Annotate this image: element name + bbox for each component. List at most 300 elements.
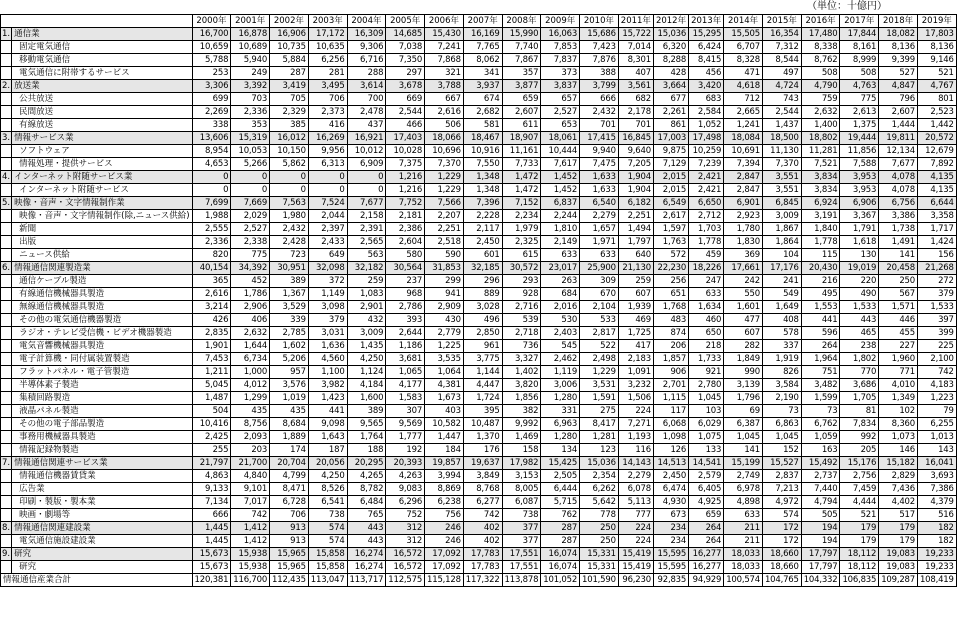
value-cell: 889 xyxy=(463,288,502,301)
value-cell: 7,205 xyxy=(618,158,653,171)
value-cell: 826 xyxy=(762,366,801,379)
value-cell: 8,417 xyxy=(580,418,619,431)
value-cell: 15,990 xyxy=(502,28,541,41)
value-cell: 1,904 xyxy=(618,171,653,184)
value-cell: 264 xyxy=(689,522,724,535)
value-cell: 21,268 xyxy=(917,262,956,275)
value-cell: 3,009 xyxy=(762,210,801,223)
value-cell: 11,130 xyxy=(762,145,801,158)
value-cell: 15,199 xyxy=(724,457,763,470)
value-cell: 4,381 xyxy=(425,379,464,392)
value-cell: 225 xyxy=(917,340,956,353)
value-cell: 1,533 xyxy=(840,301,879,314)
value-cell: 7,459 xyxy=(840,483,879,496)
value-cell: 3,306 xyxy=(192,80,231,93)
value-cell: 1,091 xyxy=(618,366,653,379)
value-cell: 259 xyxy=(618,275,653,288)
value-cell: 22,230 xyxy=(653,262,688,275)
value-cell: 10,012 xyxy=(347,145,386,158)
value-cell: 3,367 xyxy=(840,210,879,223)
value-cell: 1,964 xyxy=(801,353,840,366)
value-cell: 1,402 xyxy=(502,366,541,379)
value-cell: 0 xyxy=(231,184,270,197)
value-cell: 237 xyxy=(386,275,425,288)
value-cell: 670 xyxy=(580,288,619,301)
value-cell: 596 xyxy=(801,327,840,340)
value-cell: 778 xyxy=(580,509,619,522)
value-cell: 7,152 xyxy=(502,197,541,210)
value-cell: 441 xyxy=(801,314,840,327)
value-cell: 14,513 xyxy=(653,457,688,470)
value-cell: 16,012 xyxy=(270,132,309,145)
row-label: その他の電気通信機器製造 xyxy=(12,314,192,327)
value-cell: 104,765 xyxy=(762,574,801,587)
value-cell: 1,367 xyxy=(270,288,309,301)
value-cell: 15,419 xyxy=(618,548,653,561)
table-row xyxy=(1,366,957,379)
value-cell: 2,527 xyxy=(231,223,270,236)
value-cell: 15,295 xyxy=(689,28,724,41)
value-cell: 2,505 xyxy=(541,470,580,483)
value-cell: 6,728 xyxy=(270,496,309,509)
value-cell: 8,161 xyxy=(840,41,879,54)
value-cell: 567 xyxy=(879,288,918,301)
category-row xyxy=(1,457,957,470)
value-cell: 459 xyxy=(689,249,724,262)
value-cell: 227 xyxy=(879,340,918,353)
value-cell: 179 xyxy=(879,522,918,535)
value-cell: 287 xyxy=(541,535,580,548)
value-cell: 3,561 xyxy=(618,80,653,93)
value-cell: 6,068 xyxy=(653,418,688,431)
value-cell: 6,541 xyxy=(308,496,347,509)
value-cell: 194 xyxy=(801,522,840,535)
value-cell: 677 xyxy=(653,93,688,106)
value-cell: 4,618 xyxy=(724,80,763,93)
value-cell: 188 xyxy=(347,444,386,457)
value-cell: 15,036 xyxy=(653,28,688,41)
value-cell: 15,938 xyxy=(231,561,270,574)
value-cell: 3,529 xyxy=(270,301,309,314)
row-index xyxy=(1,483,12,496)
value-cell: 1,019 xyxy=(270,392,309,405)
value-cell: 3,232 xyxy=(618,379,653,392)
value-cell: 4,763 xyxy=(840,80,879,93)
value-cell: 16,277 xyxy=(689,561,724,574)
value-cell: 15,686 xyxy=(580,28,619,41)
row-label: フラットパネル・電子管製造 xyxy=(12,366,192,379)
value-cell: 385 xyxy=(270,119,309,132)
value-cell: 1,571 xyxy=(879,301,918,314)
value-cell: 10,053 xyxy=(231,145,270,158)
value-cell: 466 xyxy=(386,119,425,132)
value-cell: 16,074 xyxy=(541,548,580,561)
row-label: 集積回路製造 xyxy=(12,392,192,405)
value-cell: 601 xyxy=(463,249,502,262)
value-cell: 10,444 xyxy=(541,145,580,158)
value-cell: 17,403 xyxy=(386,132,425,145)
value-cell: 1,412 xyxy=(231,522,270,535)
table-row xyxy=(1,301,957,314)
value-cell: 1,583 xyxy=(386,392,425,405)
value-cell: 1,657 xyxy=(580,223,619,236)
value-cell: 1,649 xyxy=(762,301,801,314)
header-row xyxy=(1,15,957,28)
value-cell: 0 xyxy=(231,171,270,184)
value-cell: 3,576 xyxy=(270,379,309,392)
value-cell: 452 xyxy=(231,275,270,288)
row-label: 情報通信関連建設業 xyxy=(12,522,192,535)
value-cell: 6,650 xyxy=(689,197,724,210)
value-cell: 40,154 xyxy=(192,262,231,275)
value-cell: 521 xyxy=(917,67,956,80)
value-cell: 73 xyxy=(762,405,801,418)
value-cell: 508 xyxy=(840,67,879,80)
value-cell: 31,853 xyxy=(425,262,464,275)
value-cell: 6,978 xyxy=(724,483,763,496)
value-cell: 7,370 xyxy=(762,158,801,171)
value-cell: 15,673 xyxy=(192,561,231,574)
value-cell: 455 xyxy=(879,327,918,340)
value-cell: 7,617 xyxy=(541,158,580,171)
value-cell: 2,616 xyxy=(425,106,464,119)
value-cell: 4,444 xyxy=(840,496,879,509)
value-cell: 615 xyxy=(502,249,541,262)
value-cell: 1,280 xyxy=(541,431,580,444)
value-cell: 1,777 xyxy=(386,431,425,444)
value-cell: 187 xyxy=(308,444,347,457)
value-cell: 16,074 xyxy=(541,561,580,574)
row-index xyxy=(1,379,12,392)
value-cell: 1,901 xyxy=(192,340,231,353)
value-cell: 116 xyxy=(618,444,653,457)
value-cell: 12,134 xyxy=(879,145,918,158)
value-cell: 6,762 xyxy=(801,418,840,431)
value-cell: 4,925 xyxy=(689,496,724,509)
value-cell: 1,045 xyxy=(724,431,763,444)
value-cell: 281 xyxy=(308,67,347,80)
value-cell: 7,423 xyxy=(580,41,619,54)
value-cell: 3,551 xyxy=(762,184,801,197)
value-cell: 6,424 xyxy=(689,41,724,54)
value-cell: 607 xyxy=(724,327,763,340)
value-cell: 402 xyxy=(463,522,502,535)
value-cell: 1,768 xyxy=(653,301,688,314)
value-cell: 10,689 xyxy=(231,41,270,54)
value-cell: 673 xyxy=(653,509,688,522)
value-cell: 1,506 xyxy=(618,392,653,405)
value-cell: 703 xyxy=(231,93,270,106)
value-cell: 2,847 xyxy=(724,171,763,184)
value-cell: 8,782 xyxy=(347,483,386,496)
value-cell: 8,954 xyxy=(192,145,231,158)
value-cell: 15,965 xyxy=(270,548,309,561)
value-cell: 7,370 xyxy=(425,158,464,171)
value-cell: 6,387 xyxy=(724,418,763,431)
value-cell: 2,425 xyxy=(192,431,231,444)
value-cell: 293 xyxy=(502,275,541,288)
value-cell: 112,575 xyxy=(386,574,425,587)
value-cell: 1,867 xyxy=(762,223,801,236)
unit-label: （単位：十億円） xyxy=(807,1,887,12)
value-cell: 7,563 xyxy=(270,197,309,210)
value-cell: 15,505 xyxy=(724,28,763,41)
value-cell: 1,980 xyxy=(270,210,309,223)
value-cell: 4,790 xyxy=(801,80,840,93)
value-cell: 3,681 xyxy=(386,353,425,366)
value-cell: 6,644 xyxy=(917,197,956,210)
value-cell: 1,445 xyxy=(192,535,231,548)
value-cell: 403 xyxy=(425,405,464,418)
value-cell: 18,907 xyxy=(502,132,541,145)
value-cell: 1,797 xyxy=(618,236,653,249)
value-cell: 120,381 xyxy=(192,574,231,587)
value-cell: 426 xyxy=(192,314,231,327)
value-cell: 3,678 xyxy=(386,80,425,93)
value-cell: 18,226 xyxy=(689,262,724,275)
value-cell: 379 xyxy=(308,314,347,327)
value-cell: 179 xyxy=(879,535,918,548)
row-index xyxy=(1,535,12,548)
value-cell: 682 xyxy=(618,93,653,106)
value-cell: 6,901 xyxy=(724,197,763,210)
value-cell: 3,820 xyxy=(502,379,541,392)
value-cell: 9,956 xyxy=(308,145,347,158)
value-cell: 2,632 xyxy=(801,106,840,119)
value-cell: 3,392 xyxy=(231,80,270,93)
row-label: 放送業 xyxy=(12,80,192,93)
value-cell: 1,349 xyxy=(879,392,918,405)
value-cell: 30,572 xyxy=(502,262,541,275)
value-cell: 15,858 xyxy=(308,561,347,574)
value-cell: 253 xyxy=(192,67,231,80)
value-cell: 15,331 xyxy=(580,561,619,574)
value-cell: 372 xyxy=(308,275,347,288)
value-cell: 2,786 xyxy=(386,301,425,314)
value-cell: 1,472 xyxy=(502,171,541,184)
value-cell: 104 xyxy=(762,249,801,262)
value-cell: 4,863 xyxy=(192,470,231,483)
category-row xyxy=(1,262,957,275)
value-cell: 742 xyxy=(917,366,956,379)
value-cell: 7,566 xyxy=(425,197,464,210)
value-cell: 2,909 xyxy=(425,301,464,314)
value-cell: 7,017 xyxy=(231,496,270,509)
value-cell: 2,432 xyxy=(270,223,309,236)
value-cell: 1,960 xyxy=(879,353,918,366)
value-cell: 20,056 xyxy=(308,457,347,470)
value-cell: 1,225 xyxy=(425,340,464,353)
value-cell: 15,331 xyxy=(580,548,619,561)
value-cell: 250 xyxy=(580,535,619,548)
value-cell: 666 xyxy=(192,509,231,522)
value-cell: 572 xyxy=(653,249,688,262)
value-cell: 9,569 xyxy=(386,418,425,431)
value-cell: 2,462 xyxy=(541,353,580,366)
value-cell: 32,182 xyxy=(347,262,386,275)
value-cell: 1,673 xyxy=(425,392,464,405)
value-cell: 79 xyxy=(917,405,956,418)
year-header: 2005年 xyxy=(386,15,425,28)
value-cell: 377 xyxy=(502,522,541,535)
value-cell: 861 xyxy=(653,119,688,132)
value-cell: 19,083 xyxy=(879,561,918,574)
value-cell: 113,878 xyxy=(502,574,541,587)
row-label: 電子計算機・同付属装置製造 xyxy=(12,353,192,366)
value-cell: 406 xyxy=(231,314,270,327)
value-cell: 104,332 xyxy=(801,574,840,587)
value-cell: 1,223 xyxy=(917,392,956,405)
value-cell: 1,064 xyxy=(425,366,464,379)
value-cell: 6,087 xyxy=(502,496,541,509)
value-cell: 1,452 xyxy=(541,184,580,197)
value-cell: 7,677 xyxy=(879,158,918,171)
value-cell: 7,239 xyxy=(689,158,724,171)
value-cell: 1,864 xyxy=(762,236,801,249)
value-cell: 2,325 xyxy=(502,236,541,249)
value-cell: 158 xyxy=(502,444,541,457)
value-cell: 1,412 xyxy=(231,535,270,548)
row-index xyxy=(1,470,12,483)
value-cell: 7,677 xyxy=(347,197,386,210)
value-cell: 6,734 xyxy=(231,353,270,366)
value-cell: 6,540 xyxy=(580,197,619,210)
value-cell: 16,354 xyxy=(762,28,801,41)
value-cell: 1,469 xyxy=(502,431,541,444)
value-cell: 17,003 xyxy=(653,132,688,145)
row-label: ニュース供給 xyxy=(12,249,192,262)
value-cell: 2,712 xyxy=(689,210,724,223)
value-cell: 3,009 xyxy=(347,327,386,340)
value-cell: 3,214 xyxy=(192,301,231,314)
value-cell: 667 xyxy=(425,93,464,106)
value-cell: 1,193 xyxy=(618,431,653,444)
value-cell: 7,350 xyxy=(386,54,425,67)
value-cell: 19,083 xyxy=(879,548,918,561)
value-cell: 141 xyxy=(879,249,918,262)
value-cell: 9,101 xyxy=(231,483,270,496)
row-label: 有線放送 xyxy=(12,119,192,132)
value-cell: 18,061 xyxy=(541,132,580,145)
value-cell: 1,229 xyxy=(580,366,619,379)
table-row xyxy=(1,470,957,483)
value-cell: 7,740 xyxy=(502,41,541,54)
value-cell: 17,551 xyxy=(502,548,541,561)
value-cell: 1,856 xyxy=(502,392,541,405)
value-cell: 1,849 xyxy=(724,353,763,366)
value-cell: 1,348 xyxy=(463,171,502,184)
row-index xyxy=(1,93,12,106)
row-label: 映像・音声・文字情報制作(除,ニュース供給) xyxy=(12,210,192,223)
value-cell: 2,923 xyxy=(724,210,763,223)
value-cell: 2,613 xyxy=(840,106,879,119)
value-cell: 10,582 xyxy=(425,418,464,431)
value-cell: 649 xyxy=(308,249,347,262)
value-cell: 32,098 xyxy=(308,262,347,275)
value-cell: 4,724 xyxy=(762,80,801,93)
value-cell: 10,487 xyxy=(463,418,502,431)
row-index: 5. xyxy=(2,198,11,208)
value-cell: 6,484 xyxy=(347,496,386,509)
value-cell: 7,765 xyxy=(463,41,502,54)
value-cell: 176 xyxy=(463,444,502,457)
value-cell: 611 xyxy=(502,119,541,132)
value-cell: 15,595 xyxy=(653,561,688,574)
row-index xyxy=(1,184,12,197)
data-table xyxy=(0,14,957,587)
value-cell: 1,786 xyxy=(231,288,270,301)
value-cell: 574 xyxy=(308,535,347,548)
value-cell: 3,775 xyxy=(463,353,502,366)
value-cell: 1,939 xyxy=(618,301,653,314)
value-cell: 2,386 xyxy=(386,223,425,236)
value-cell: 382 xyxy=(502,405,541,418)
value-cell: 141 xyxy=(724,444,763,457)
value-cell: 17,415 xyxy=(580,132,619,145)
value-cell: 1,840 xyxy=(801,223,840,236)
row-index: 6. xyxy=(2,263,11,273)
value-cell: 15,527 xyxy=(762,457,801,470)
value-cell: 17,092 xyxy=(425,561,464,574)
value-cell: 2,421 xyxy=(689,184,724,197)
value-cell: 435 xyxy=(231,405,270,418)
value-cell: 1,370 xyxy=(463,431,502,444)
value-cell: 701 xyxy=(580,119,619,132)
value-cell: 775 xyxy=(840,93,879,106)
value-cell: 3,953 xyxy=(840,171,879,184)
value-cell: 5,940 xyxy=(231,54,270,67)
value-cell: 1,216 xyxy=(386,184,425,197)
value-cell: 2,555 xyxy=(192,223,231,236)
value-cell: 1,100 xyxy=(308,366,347,379)
value-cell: 2,234 xyxy=(502,210,541,223)
value-cell: 8,062 xyxy=(463,54,502,67)
row-index: 3. xyxy=(2,133,11,143)
value-cell: 113,717 xyxy=(347,574,386,587)
value-cell: 669 xyxy=(386,93,425,106)
value-cell: 17,480 xyxy=(801,28,840,41)
value-cell: 2,737 xyxy=(801,470,840,483)
value-cell: 6,909 xyxy=(347,158,386,171)
row-label: 通信ケーブル製造 xyxy=(12,275,192,288)
value-cell: 11,281 xyxy=(801,145,840,158)
row-label: 電気通信に附帯するサービス xyxy=(12,67,192,80)
value-cell: 402 xyxy=(463,535,502,548)
value-cell: 172 xyxy=(762,535,801,548)
value-cell: 4,078 xyxy=(879,171,918,184)
value-cell: 1,281 xyxy=(580,431,619,444)
value-cell: 2,565 xyxy=(347,236,386,249)
row-label: 移動電気通信 xyxy=(12,54,192,67)
row-label: 液晶パネル製造 xyxy=(12,405,192,418)
value-cell: 1,634 xyxy=(689,301,724,314)
value-cell: 2,716 xyxy=(502,301,541,314)
value-cell: 9,565 xyxy=(347,418,386,431)
value-cell: 96,230 xyxy=(618,574,653,587)
value-cell: 742 xyxy=(231,509,270,522)
value-cell: 116,700 xyxy=(231,574,270,587)
value-cell: 109,287 xyxy=(879,574,918,587)
value-cell: 684 xyxy=(541,288,580,301)
value-cell: 3,693 xyxy=(917,470,956,483)
value-cell: 578 xyxy=(762,327,801,340)
value-cell: 1,149 xyxy=(308,288,347,301)
value-cell: 100,574 xyxy=(724,574,763,587)
value-cell: 796 xyxy=(879,93,918,106)
value-cell: 5,045 xyxy=(192,379,231,392)
value-cell: 179 xyxy=(840,535,879,548)
value-cell: 19,811 xyxy=(879,132,918,145)
